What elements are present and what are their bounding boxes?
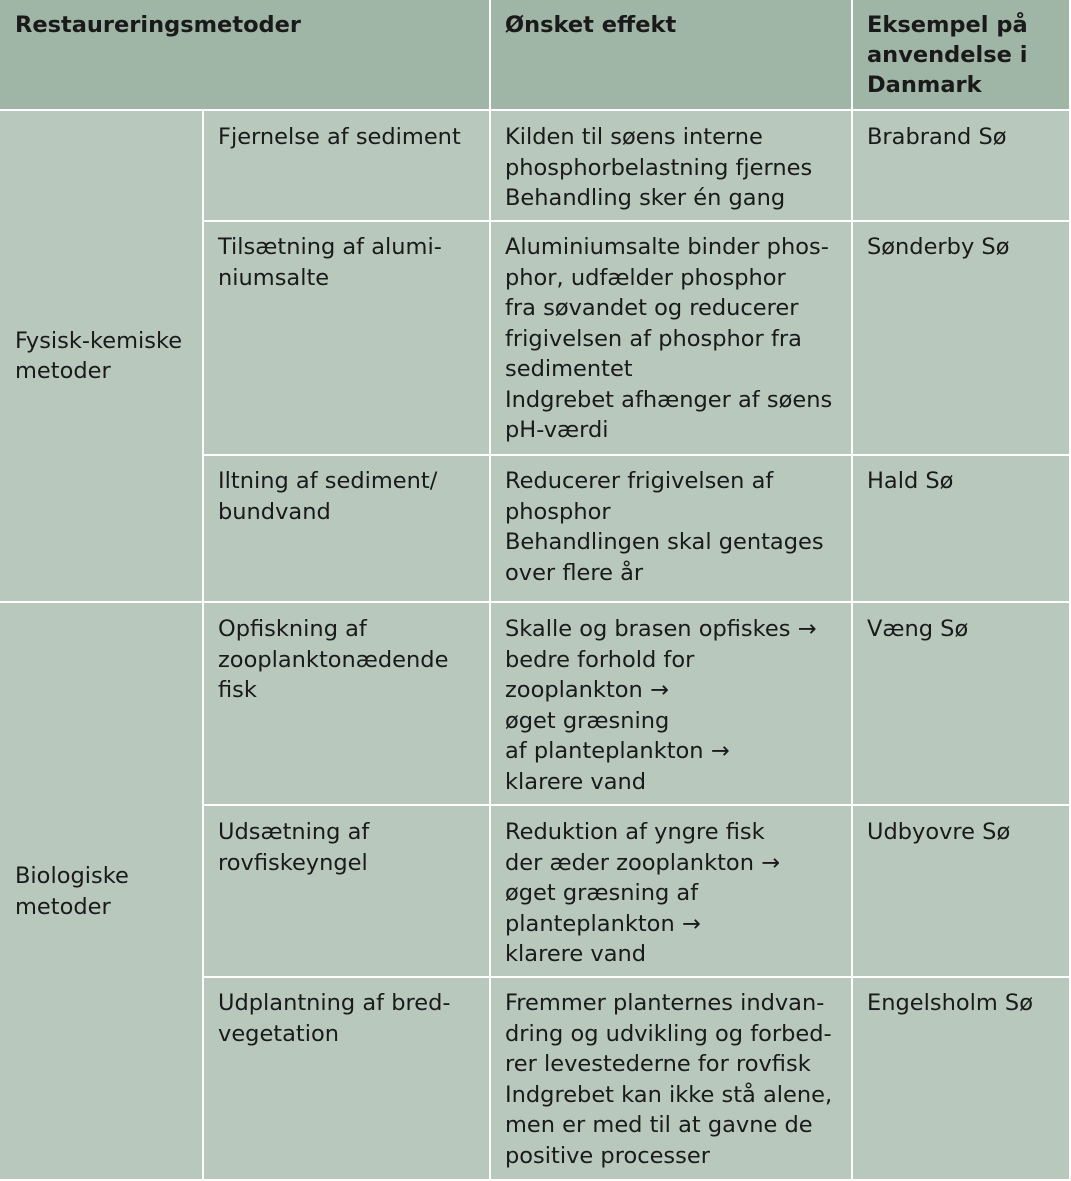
divider-row — [203, 220, 1071, 222]
divider-row — [203, 976, 1071, 978]
method-cell: Opfiskning af zooplanktonædende fisk — [218, 616, 449, 703]
example-cell: Væng Sø — [867, 616, 969, 642]
method-cell: Tilsætning af alumi- niumsalte — [218, 234, 442, 291]
example-cell: Engelsholm Sø — [867, 990, 1033, 1016]
header-example: Eksempel på anvendelse i Danmark — [852, 0, 1071, 110]
divider-header — [0, 109, 1071, 111]
divider-col-method — [202, 110, 204, 1181]
method-cell: Udsætning af rovfiskeyngel — [218, 819, 370, 876]
method-cell: Fjernelse af sediment — [218, 124, 461, 150]
divider-col-effect — [489, 0, 491, 1181]
example-cell: Sønderby Sø — [867, 234, 1010, 260]
header-effect: Ønsket effekt — [490, 0, 852, 110]
header-methods: Restaureringsmetoder — [0, 0, 490, 110]
effect-cell: Reducerer frigivelsen af phosphor Behandlingen skal gentages over flere år — [505, 468, 824, 586]
effect-cell: Fremmer planternes indvan- dring og udvikling og forbed- rer levestederne for rovfisk Indgrebet kan ikke stå alene, men er med til at gavne de positive processer — [505, 990, 833, 1169]
divider-group — [0, 601, 1071, 603]
example-cell: Udbyovre Sø — [867, 819, 1011, 845]
divider-row — [203, 454, 1071, 456]
group-label-biological: Biologiske metoder — [15, 863, 129, 920]
divider-row — [203, 804, 1071, 806]
method-cell: Iltning af sediment/ bundvand — [218, 468, 438, 525]
effect-cell: Skalle og brasen opfiskes → bedre forhold for zooplankton → øget græsning af planteplankton → klarere vand — [505, 616, 817, 795]
effect-cell: Aluminiumsalte binder phos- phor, udfælder phosphor fra søvandet og reducerer frigivelsen af phosphor fra sedimentet Indgrebet afhænger af søens pH-værdi — [505, 234, 833, 443]
effect-cell: Kilden til søens interne phosphorbelastning fjernes Behandling sker én gang — [505, 124, 813, 211]
method-cell: Udplantning af bred- vegetation — [218, 990, 451, 1047]
effect-cell: Reduktion af yngre fisk der æder zooplankton → øget græsning af planteplankton → klarere vand — [505, 819, 780, 967]
example-cell: Hald Sø — [867, 468, 954, 494]
example-cell: Brabrand Sø — [867, 124, 1007, 150]
divider-col-example — [851, 0, 853, 1181]
group-label-physical-chemical: Fysisk-kemiske metoder — [15, 327, 183, 384]
